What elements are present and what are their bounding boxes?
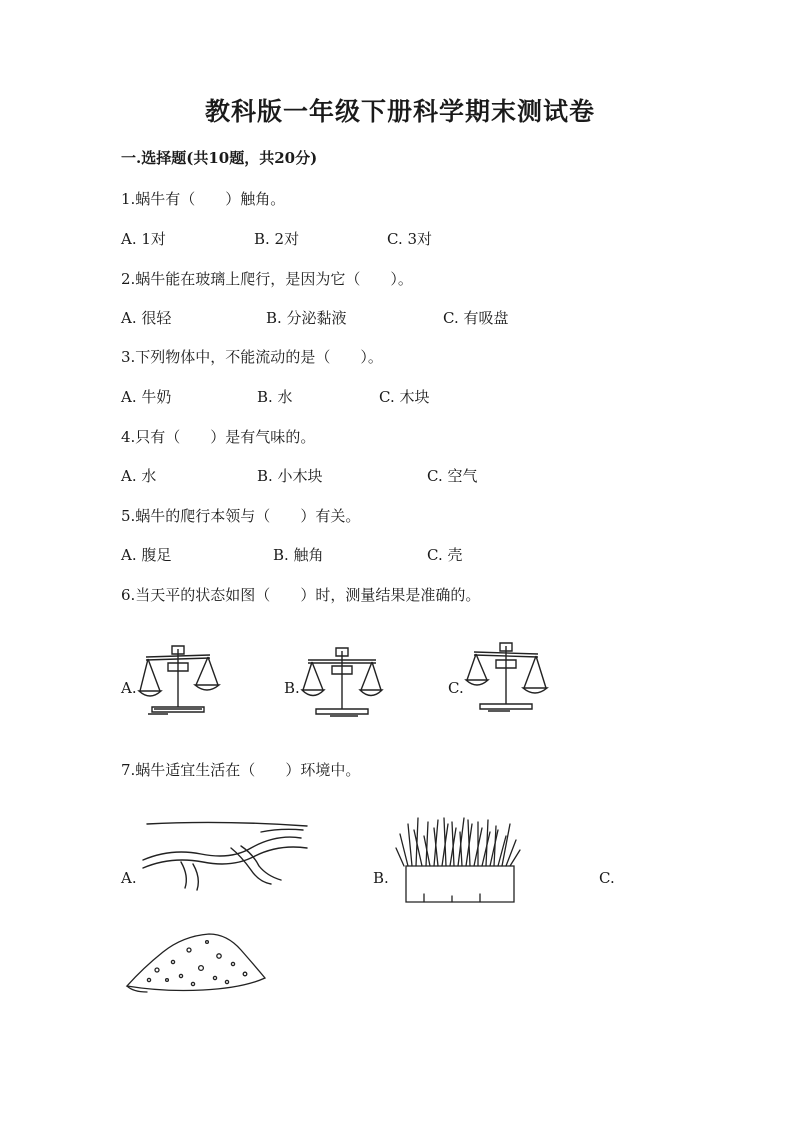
question-7-option-c[interactable]: C. (599, 869, 615, 887)
question-4-option-b[interactable]: B. 小木块 (257, 467, 323, 485)
question-1-option-b[interactable]: B. 2对 (254, 230, 300, 248)
question-3-option-b[interactable]: B. 水 (257, 388, 293, 406)
balance-scale-icon (138, 643, 218, 717)
question-7-stem: 7.蜗牛适宜生活在（ ）环境中。 (121, 761, 361, 779)
balance-scale-icon (302, 645, 382, 719)
question-5-option-b[interactable]: B. 触角 (273, 546, 324, 564)
question-7-option-a[interactable]: A. (121, 869, 137, 887)
question-2-option-a[interactable]: A. 很轻 (121, 309, 172, 327)
question-6-option-c[interactable]: C. (448, 679, 464, 697)
grass-icon (394, 814, 524, 906)
question-1-stem: 1.蜗牛有（ ）触角。 (121, 190, 286, 208)
question-1-option-a[interactable]: A. 1对 (121, 230, 166, 248)
question-4-stem: 4.只有（ ）是有气味的。 (121, 428, 316, 446)
question-6-stem: 6.当天平的状态如图（ ）时，测量结果是准确的。 (121, 586, 481, 604)
section-heading: 一.选择题(共10题，共20分) (121, 149, 318, 167)
question-2-option-b[interactable]: B. 分泌黏液 (266, 309, 347, 327)
water-stream-icon (141, 818, 311, 894)
page-title: 教科版一年级下册科学期末测试卷 (204, 97, 595, 126)
question-7-option-b[interactable]: B. (373, 869, 389, 887)
question-2-option-c[interactable]: C. 有吸盘 (443, 309, 509, 327)
question-2-stem: 2.蜗牛能在玻璃上爬行，是因为它（ ）。 (121, 270, 413, 288)
question-5-stem: 5.蜗牛的爬行本领与（ ）有关。 (121, 507, 361, 525)
balance-scale-icon (466, 640, 546, 714)
question-1-option-c[interactable]: C. 3对 (387, 230, 433, 248)
question-4-option-c[interactable]: C. 空气 (427, 467, 478, 485)
question-3-option-c[interactable]: C. 木块 (379, 388, 430, 406)
soil-pile-icon (123, 928, 268, 996)
question-4-option-a[interactable]: A. 水 (121, 467, 157, 485)
question-6-option-a[interactable]: A. (121, 679, 137, 697)
question-3-option-a[interactable]: A. 牛奶 (121, 388, 172, 406)
question-5-option-a[interactable]: A. 腹足 (121, 546, 172, 564)
question-5-option-c[interactable]: C. 壳 (427, 546, 463, 564)
question-6-option-b[interactable]: B. (284, 679, 300, 697)
question-3-stem: 3.下列物体中，不能流动的是（ ）。 (121, 348, 383, 366)
